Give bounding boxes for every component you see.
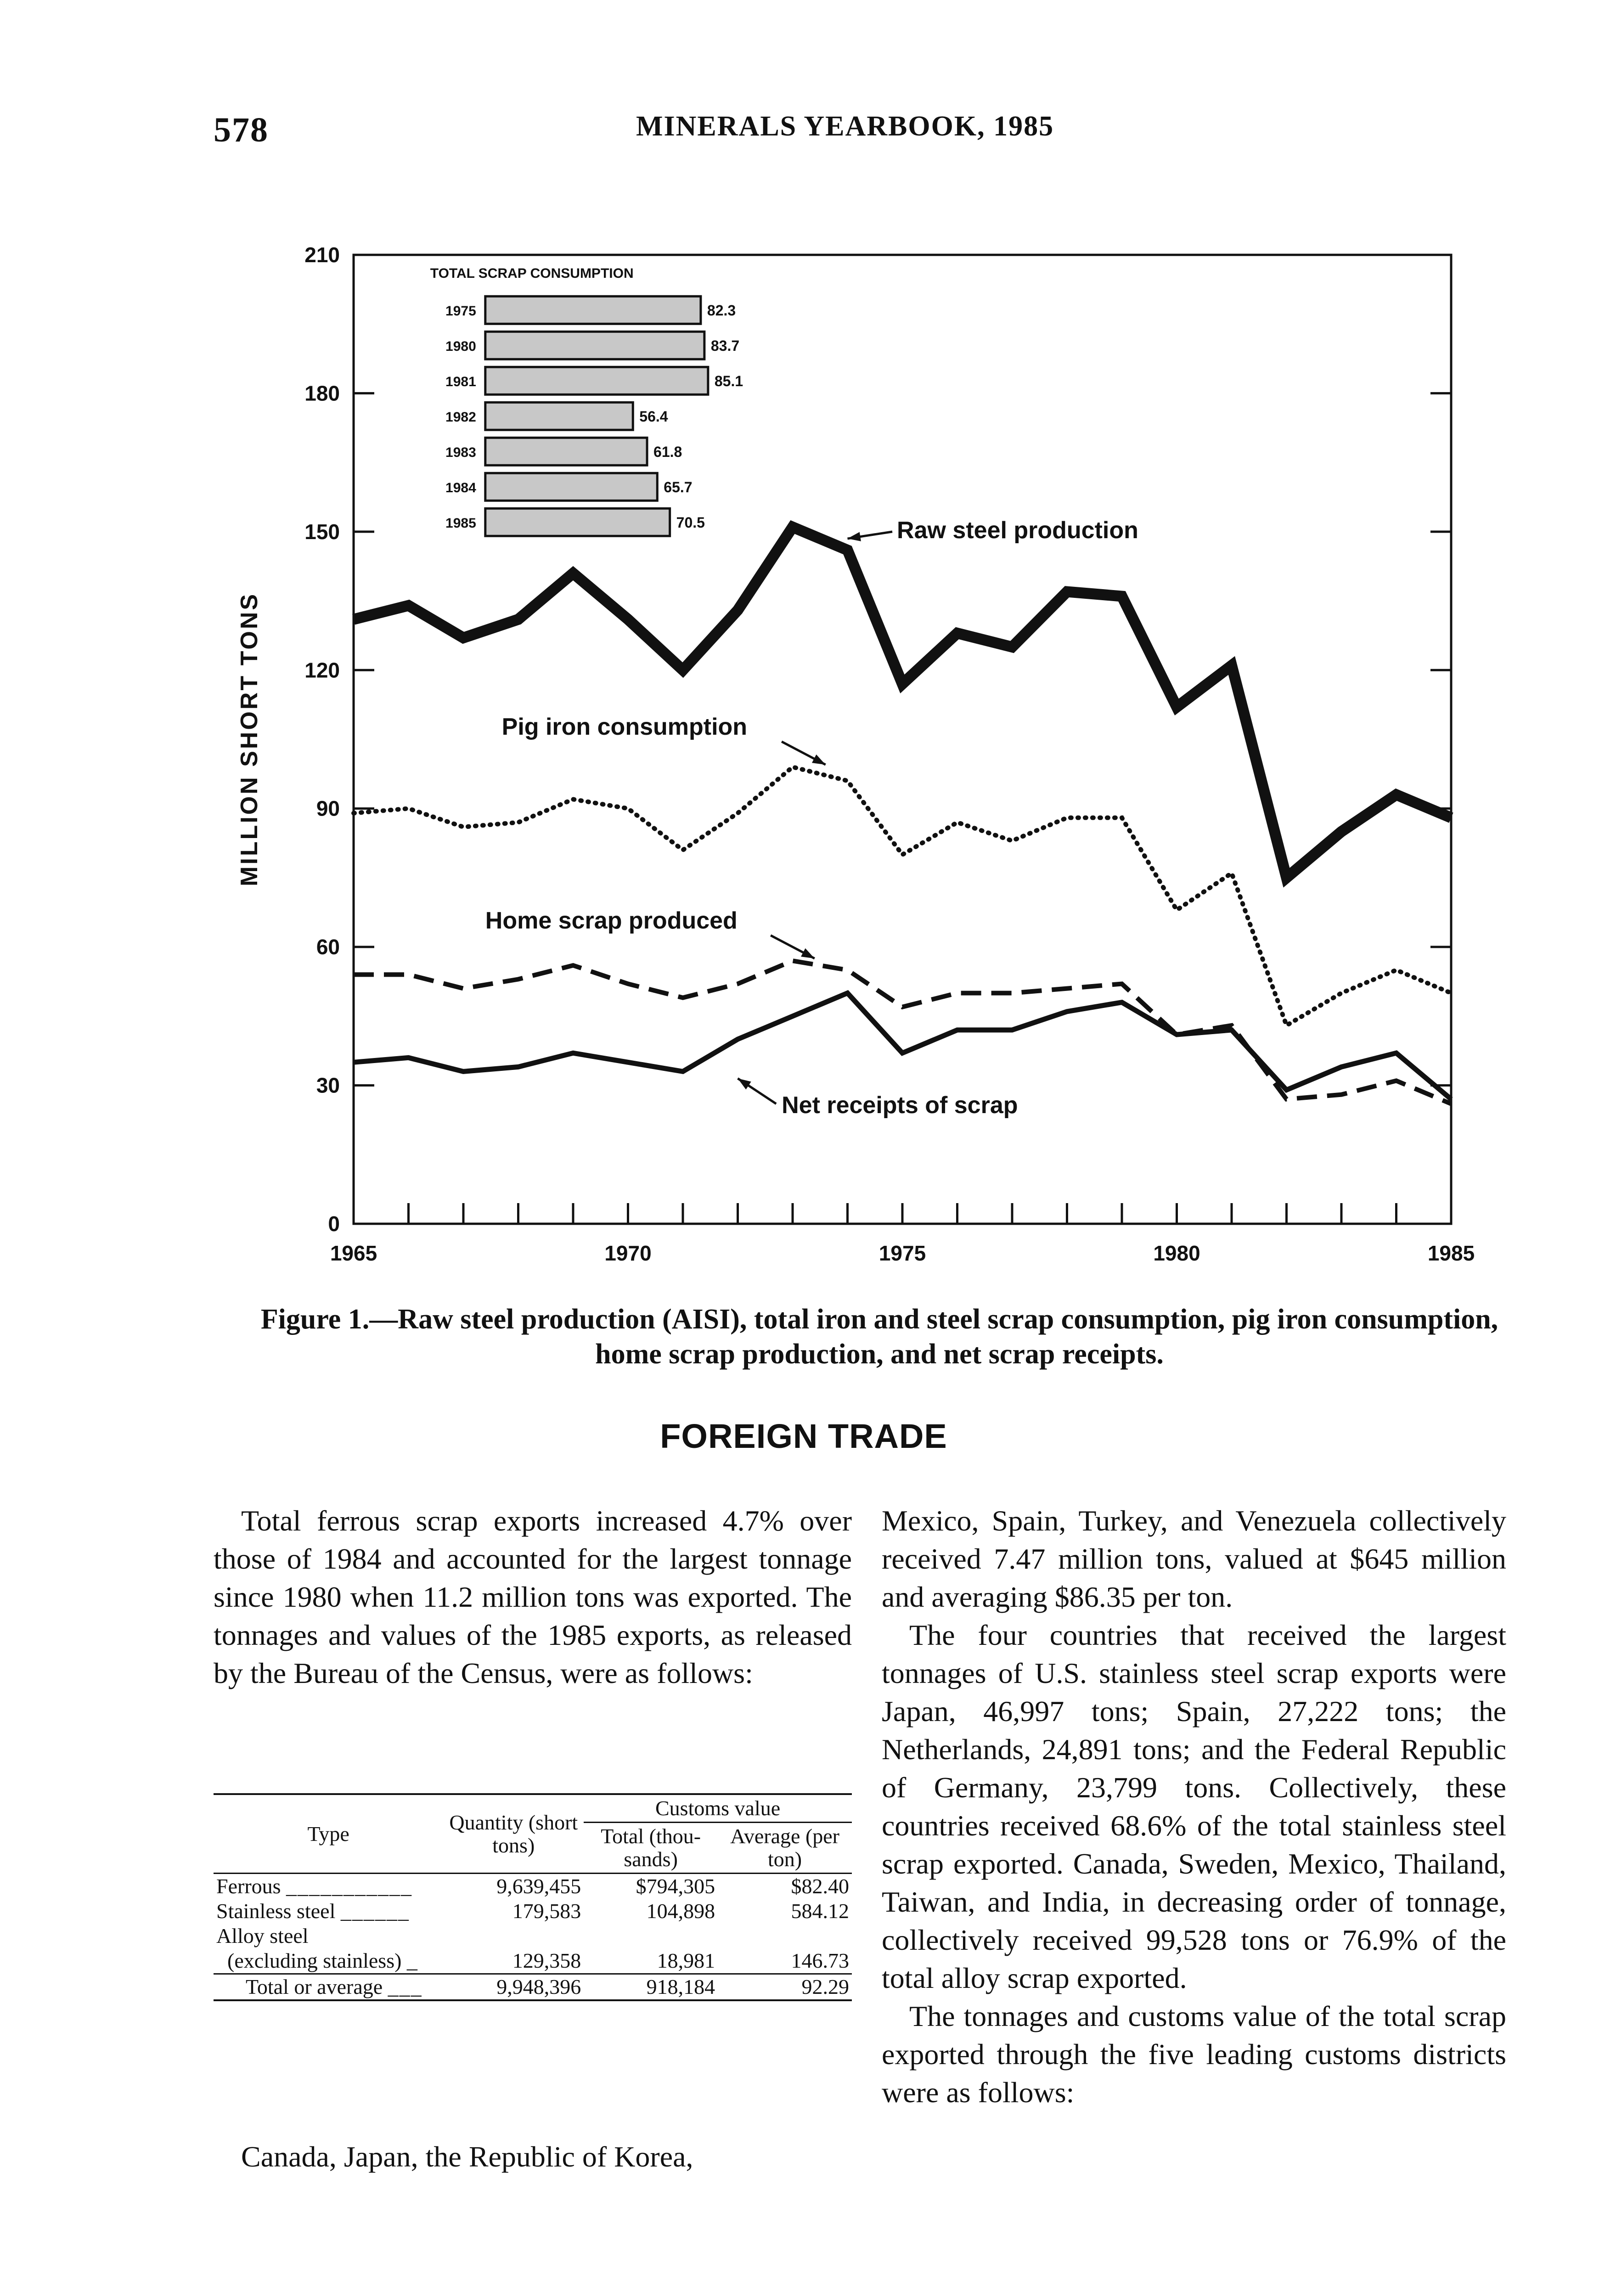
cell-average <box>718 1924 852 1948</box>
inset-value-label: 83.7 <box>710 338 740 355</box>
cell-total: 918,184 <box>584 1974 718 2001</box>
col-header-total: Total (thou- sands) <box>584 1823 718 1874</box>
y-tick-label: 60 <box>316 935 340 959</box>
annotation-arrow-head <box>801 948 815 958</box>
x-tick-label: 1965 <box>330 1241 377 1265</box>
cell-quantity: 129,358 <box>443 1948 584 1974</box>
leader-dots: ___ <box>388 1975 422 1998</box>
leader-dots: ______ <box>340 1899 410 1923</box>
section-heading: FOREIGN TRADE <box>660 1417 947 1455</box>
y-tick-label: 120 <box>304 658 340 682</box>
inset-bar <box>485 508 670 536</box>
cell-quantity: 9,948,396 <box>443 1974 584 2001</box>
cell-total: 18,981 <box>584 1948 718 1974</box>
x-tick-label: 1980 <box>1153 1241 1200 1265</box>
cell-type: Stainless steel <box>216 1899 336 1923</box>
cell-quantity: 179,583 <box>512 1899 581 1923</box>
annotation-arrow-head <box>738 1079 751 1090</box>
inset-category-label: 1975 <box>445 304 476 319</box>
inset-bar <box>485 438 647 465</box>
annotation-arrow-head <box>812 754 826 765</box>
annotation-arrow-head <box>848 532 861 541</box>
inset-value-label: 65.7 <box>664 479 693 496</box>
annotation-pig-iron: Pig iron consumption <box>501 713 748 740</box>
y-tick-label: 150 <box>304 519 340 544</box>
inset-category-label: 1985 <box>445 516 476 531</box>
cell-total: 104,898 <box>646 1899 715 1923</box>
y-tick-label: 30 <box>316 1073 340 1097</box>
inset-bar <box>485 402 633 430</box>
y-tick-label: 0 <box>328 1212 340 1236</box>
table-row <box>214 1924 852 1948</box>
inset-category-label: 1980 <box>445 339 476 355</box>
series-line-pig-iron-consumption <box>354 767 1451 1025</box>
running-title: MINERALS YEARBOOK, 1985 <box>636 111 1054 142</box>
table-total-row <box>214 1974 852 2001</box>
inset-value-label: 82.3 <box>707 302 736 319</box>
x-tick-label: 1970 <box>604 1241 652 1265</box>
y-tick-label: 90 <box>316 796 340 821</box>
cell-average: 92.29 <box>718 1974 852 2001</box>
inset-value-label: 70.5 <box>676 514 705 531</box>
left-column-continuation <box>214 2138 852 2176</box>
cell-quantity: 9,639,455 <box>496 1874 581 1898</box>
inset-category-label: 1982 <box>445 410 476 425</box>
leader-dots: _ <box>406 1949 418 1972</box>
annotation-raw-steel: Raw steel production <box>897 517 1138 544</box>
figure-caption: Figure 1.—Raw steel production (AISI), total iron and steel scrap consumption, pig iron consumption, home scrap production, and net scrap receipts. <box>260 1304 1498 1370</box>
table-row <box>214 1874 852 1899</box>
figure-1-chart <box>216 236 1492 1306</box>
inset-category-label: 1984 <box>445 480 476 496</box>
inset-title: TOTAL SCRAP CONSUMPTION <box>430 266 634 281</box>
y-tick-label: 180 <box>304 381 340 405</box>
col-header-type: Type <box>214 1794 443 1874</box>
y-axis-label: MILLION SHORT TONS <box>236 592 263 887</box>
inset-category-label: 1981 <box>445 374 476 390</box>
cell-type: (excluding stainless) <box>227 1949 402 1972</box>
left-column-text <box>214 1502 852 1692</box>
cell-average: $82.40 <box>791 1874 849 1898</box>
paragraph: Total ferrous scrap exports increased 4.7% over those of 1984 and accounted for the largest tonnage since 1980 when 11.2 million tons was exported. The tonnages and values of the 1985 exports, as released by the Bureau of the Census, were as follows: <box>214 1504 852 1689</box>
inset-category-label: 1983 <box>445 445 476 461</box>
table-row <box>214 1948 852 1974</box>
inset-bar <box>485 332 704 359</box>
paragraph: Mexico, Spain, Turkey, and Venezuela collectively received 7.47 million tons, valued at $645 million and averaging $86.35 per ton. <box>882 1504 1506 1613</box>
paragraph: The four countries that received the largest tonnages of U.S. stainless steel scrap exports were Japan, 46,997 tons; Spain, 27,222 tons; the Netherlands, 24,891 tons; and the Federal Republic of Germany, 23,799 tons. Collectively, these countries received 68.6% of the total stainless steel scrap exported. Canada, Sweden, Mexico, Thailand, Taiwan, and India, in decreasing order of tonnage, collectively received 99,528 tons or 76.9% of the total alloy scrap exported. <box>882 1619 1506 1994</box>
cell-total <box>584 1924 718 1948</box>
paragraph: Canada, Japan, the Republic of Korea, <box>241 2140 693 2173</box>
cell-average: 146.73 <box>718 1948 852 1974</box>
table-row <box>214 1899 852 1924</box>
series-line-home-scrap-produced <box>354 961 1451 1104</box>
inset-value-label: 85.1 <box>714 373 743 390</box>
cell-total: $794,305 <box>636 1874 715 1898</box>
annotation-home-scrap: Home scrap produced <box>485 907 738 934</box>
cell-type: Alloy steel <box>216 1924 309 1947</box>
right-column-text <box>882 1502 1506 2111</box>
exports-table <box>214 1793 852 2001</box>
cell-average: 584.12 <box>791 1899 849 1923</box>
cell-type: Total or average <box>246 1975 383 1998</box>
cell-quantity <box>443 1924 584 1948</box>
leader-dots: ___________ <box>286 1874 413 1898</box>
y-tick-label: 210 <box>304 243 340 267</box>
inset-value-label: 61.8 <box>653 444 682 461</box>
page-number: 578 <box>214 111 269 149</box>
inset-anchor <box>430 259 435 262</box>
col-header-average: Average (per ton) <box>718 1823 852 1874</box>
inset-bar <box>485 473 657 501</box>
col-header-quantity: Quantity (short tons) <box>443 1794 584 1874</box>
col-header-customs-value: Customs value <box>584 1794 852 1823</box>
inset-bar <box>485 296 701 324</box>
paragraph: The tonnages and customs value of the total scrap exported through the five leading customs districts were as follows: <box>882 2000 1506 2109</box>
x-tick-label: 1975 <box>878 1241 926 1265</box>
series-line-raw-steel-production <box>354 527 1451 878</box>
inset-value-label: 56.4 <box>639 408 668 425</box>
x-tick-label: 1985 <box>1427 1241 1475 1265</box>
annotation-net-receipts: Net receipts of scrap <box>782 1092 1018 1119</box>
inset-bar <box>485 367 708 394</box>
cell-type: Ferrous <box>216 1874 281 1898</box>
